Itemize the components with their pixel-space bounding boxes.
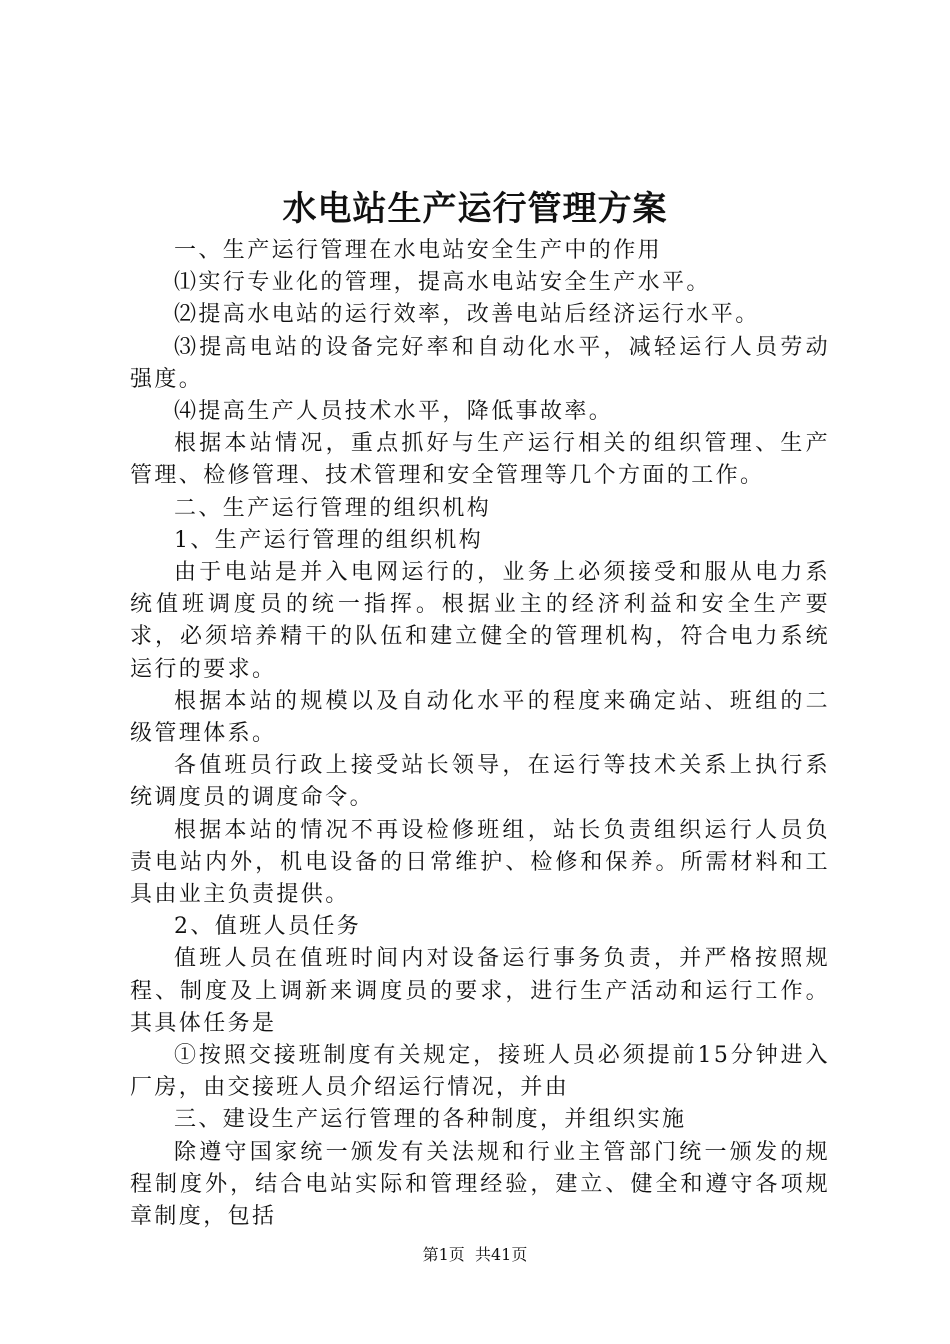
body-paragraph: 由于电站是并入电网运行的，业务上必须接受和服从电力系统值班调度员的统一指挥。根据业主的经济利益和安全生产要求，必须培养精干的队伍和建立健全的管理机构，符合电力系统运行的要求。 xyxy=(130,560,830,682)
document-body xyxy=(130,235,830,1233)
body-paragraph: 根据本站的规模以及自动化水平的程度来确定站、班组的二级管理体系。 xyxy=(130,688,830,747)
body-paragraph: 值班人员在值班时间内对设备运行事务负责，并严格按照规程、制度及上调新来调度员的要求，进行生产活动和运行工作。其具体任务是 xyxy=(130,946,830,1036)
body-paragraph: 根据本站情况，重点抓好与生产运行相关的组织管理、生产管理、检修管理、技术管理和安全管理等几个方面的工作。 xyxy=(130,431,830,489)
document-title: 水电站生产运行管理方案 xyxy=(282,189,668,229)
page-total: 共41页 xyxy=(474,1245,528,1264)
page-number: 第1页 xyxy=(422,1245,465,1264)
page-footer xyxy=(0,1244,950,1266)
list-item-3: ⑶提高电站的设备完好率和自动化水平，减轻运行人员劳动强度。 xyxy=(130,334,830,392)
body-paragraph: 根据本站的情况不再设检修班组，站长负责组织运行人员负责电站内外，机电设备的日常维护、检修和保养。所需材料和工具由业主负责提供。 xyxy=(130,817,830,908)
list-item-1: ⑴实行专业化的管理，提高水电站安全生产水平。 xyxy=(174,270,711,296)
subheading-2-1: 1、生产运行管理的组织机构 xyxy=(174,527,484,553)
list-item-circled-1: ①按照交接班制度有关规定，接班人员必须提前15分钟进入厂房，由交接班人员介绍运行情况，并由 xyxy=(130,1043,830,1101)
heading-section-2: 二、生产运行管理的组织机构 xyxy=(174,495,492,521)
body-paragraph: 除遵守国家统一颁发有关法规和行业主管部门统一颁发的规程制度外，结合电站实际和管理经验，建立、健全和遵守各项规章制度，包括 xyxy=(130,1139,830,1230)
heading-section-1: 一、生产运行管理在水电站安全生产中的作用 xyxy=(174,238,663,263)
heading-section-3: 三、建设生产运行管理的各种制度，并组织实施 xyxy=(174,1107,687,1133)
footer-spacer xyxy=(465,1245,475,1264)
list-item-4: ⑷提高生产人员技术水平，降低事故率。 xyxy=(174,399,614,425)
subheading-2-2: 2、值班人员任务 xyxy=(174,914,362,940)
body-paragraph: 各值班员行政上接受站长领导，在运行等技术关系上执行系统调度员的调度命令。 xyxy=(130,753,830,811)
list-item-2: ⑵提高水电站的运行效率，改善电站后经济运行水平。 xyxy=(174,302,760,328)
